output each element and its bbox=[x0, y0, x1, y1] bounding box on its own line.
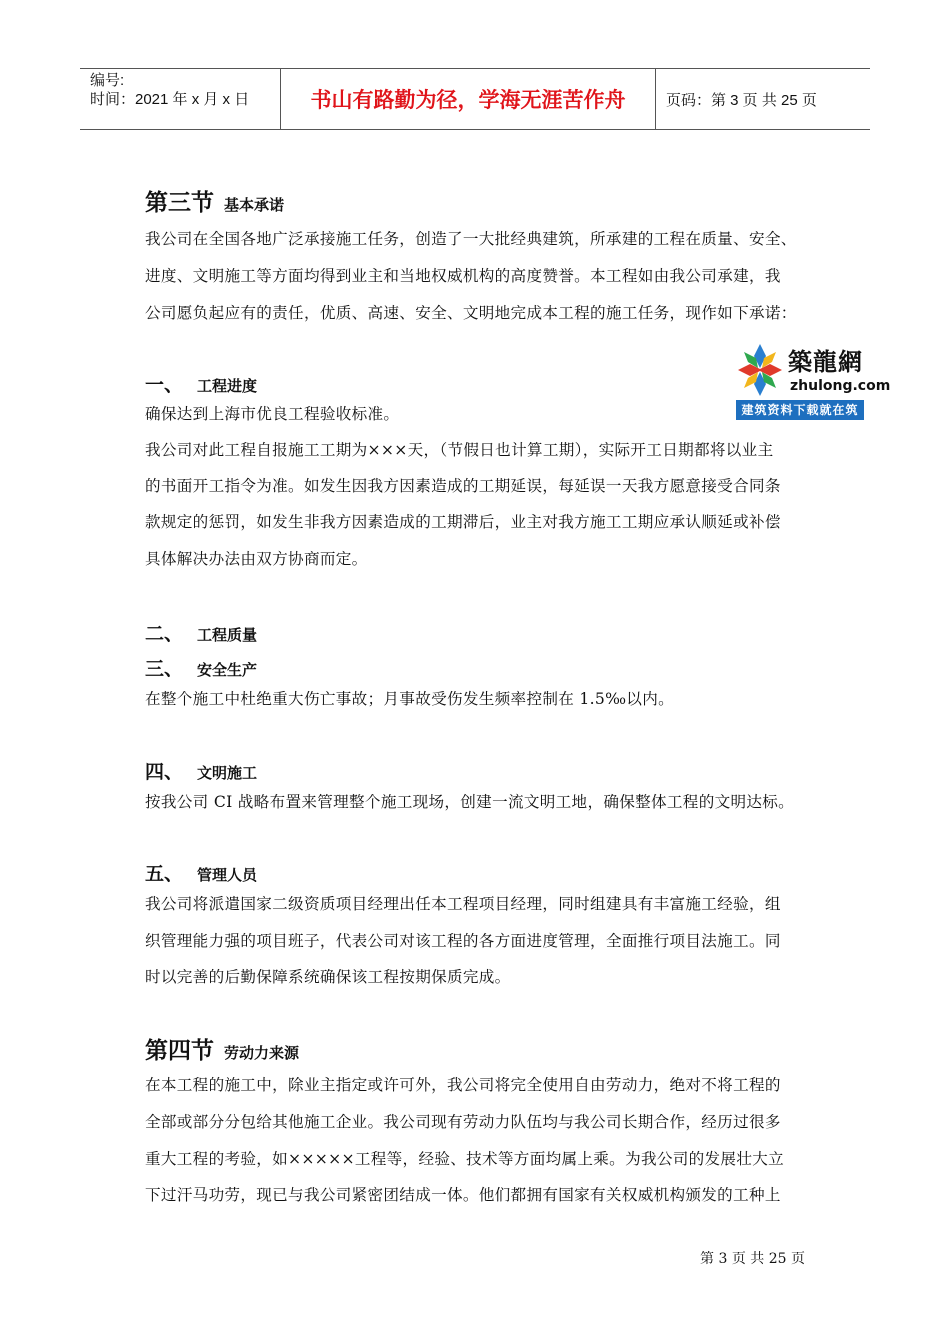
section-3-title: 基本承诺 bbox=[224, 196, 285, 214]
zhulong-snowflake-icon bbox=[736, 342, 784, 398]
section-4-line: 下过汗马功劳，现已与我公司紧密团结成一体。他们都拥有国家有关权威机构颁发的工种上 bbox=[145, 1186, 781, 1204]
item-1-heading bbox=[145, 370, 257, 397]
logo-domain: zhulong.com bbox=[790, 378, 891, 394]
safety-text: 在整个施工中杜绝重大伤亡事故；月事故受伤发生频率控制在 1.5‰以内。 bbox=[145, 690, 674, 708]
logo-name-cn: 築龍網 bbox=[788, 347, 863, 376]
item-5-number: 五、 bbox=[145, 863, 184, 885]
progress-line: 确保达到上海市优良工程验收标准。 bbox=[145, 405, 400, 423]
section-4-title: 劳动力来源 bbox=[224, 1044, 300, 1062]
staff-line: 我公司将派遣国家二级资质项目经理出任本工程项目经理，同时组建具有丰富施工经验，组 bbox=[145, 895, 781, 913]
progress-line: 的书面开工指令为准。如发生因我方因素造成的工期延误，每延误一天我方愿意接受合同条 bbox=[145, 477, 781, 495]
progress-line: 我公司对此工程自报施工工期为×××天，（节假日也计算工期），实际开工日期都将以业主 bbox=[145, 441, 774, 459]
header-page-info: 页码：第 3 页 共 25 页 bbox=[666, 91, 817, 109]
section-3-intro-line: 我公司在全国各地广泛承接施工任务，创造了一大批经典建筑，所承建的工程在质量、安全、 bbox=[145, 230, 797, 248]
item-3-heading bbox=[145, 654, 257, 681]
section-3-number: 第三节 bbox=[145, 190, 214, 216]
section-3-heading bbox=[145, 184, 284, 217]
progress-line: 具体解决办法由双方协商而定。 bbox=[145, 550, 368, 568]
item-5-heading bbox=[145, 859, 257, 886]
item-1-title: 工程进度 bbox=[197, 377, 258, 395]
page-header bbox=[80, 68, 870, 130]
item-2-title: 工程质量 bbox=[197, 626, 258, 644]
section-4-number: 第四节 bbox=[145, 1038, 214, 1064]
item-4-title: 文明施工 bbox=[197, 764, 258, 782]
header-meta bbox=[80, 69, 281, 129]
item-5-title: 管理人员 bbox=[197, 866, 258, 884]
item-1-number: 一、 bbox=[145, 374, 184, 396]
item-2-heading bbox=[145, 619, 257, 646]
section-3-intro-line: 进度、文明施工等方面均得到业主和当地权威机构的高度赞誉。本工程如由我公司承建，我 bbox=[145, 267, 781, 285]
item-4-number: 四、 bbox=[145, 761, 184, 783]
staff-line: 时以完善的后勤保障系统确保该工程按期保质完成。 bbox=[145, 968, 511, 986]
header-time-label: 时间：2021 年 x 月 x 日 bbox=[90, 91, 250, 108]
section-3-intro-line: 公司愿负起应有的责任，优质、高速、安全、文明地完成本工程的施工任务，现作如下承诺： bbox=[145, 304, 797, 322]
item-3-title: 安全生产 bbox=[197, 661, 258, 679]
item-4-heading bbox=[145, 757, 257, 784]
staff-line: 织管理能力强的项目班子，代表公司对该工程的各方面进度管理，全面推行项目法施工。同 bbox=[145, 932, 781, 950]
item-2-number: 二、 bbox=[145, 623, 184, 645]
section-4-line: 在本工程的施工中，除业主指定或许可外，我公司将完全使用自由劳动力，绝对不将工程的 bbox=[145, 1076, 781, 1094]
progress-line: 款规定的惩罚，如发生非我方因素造成的工期滞后，业主对我方施工工期应承认顺延或补偿 bbox=[145, 513, 781, 531]
header-number-label: 编号: bbox=[90, 72, 125, 89]
page-footer: 第 3 页 共 25 页 bbox=[700, 1251, 805, 1267]
item-3-number: 三、 bbox=[145, 658, 184, 680]
section-4-line: 全部或部分分包给其他施工企业。我公司现有劳动力队伍均与我公司长期合作，经历过很多 bbox=[145, 1113, 781, 1131]
section-4-heading bbox=[145, 1032, 299, 1065]
logo-tagline: 建筑资料下载就在筑龙网 bbox=[736, 400, 864, 420]
section-4-line: 重大工程的考验，如×××××工程等，经验、技术等方面均属上乘。为我公司的发展壮大立 bbox=[145, 1150, 785, 1168]
civil-text: 按我公司 CI 战略布置来管理整个施工现场，创建一流文明工地，确保整体工程的文明达标。 bbox=[145, 793, 795, 811]
header-motto: 书山有路勤为径，学海无涯苦作舟 bbox=[281, 69, 656, 129]
